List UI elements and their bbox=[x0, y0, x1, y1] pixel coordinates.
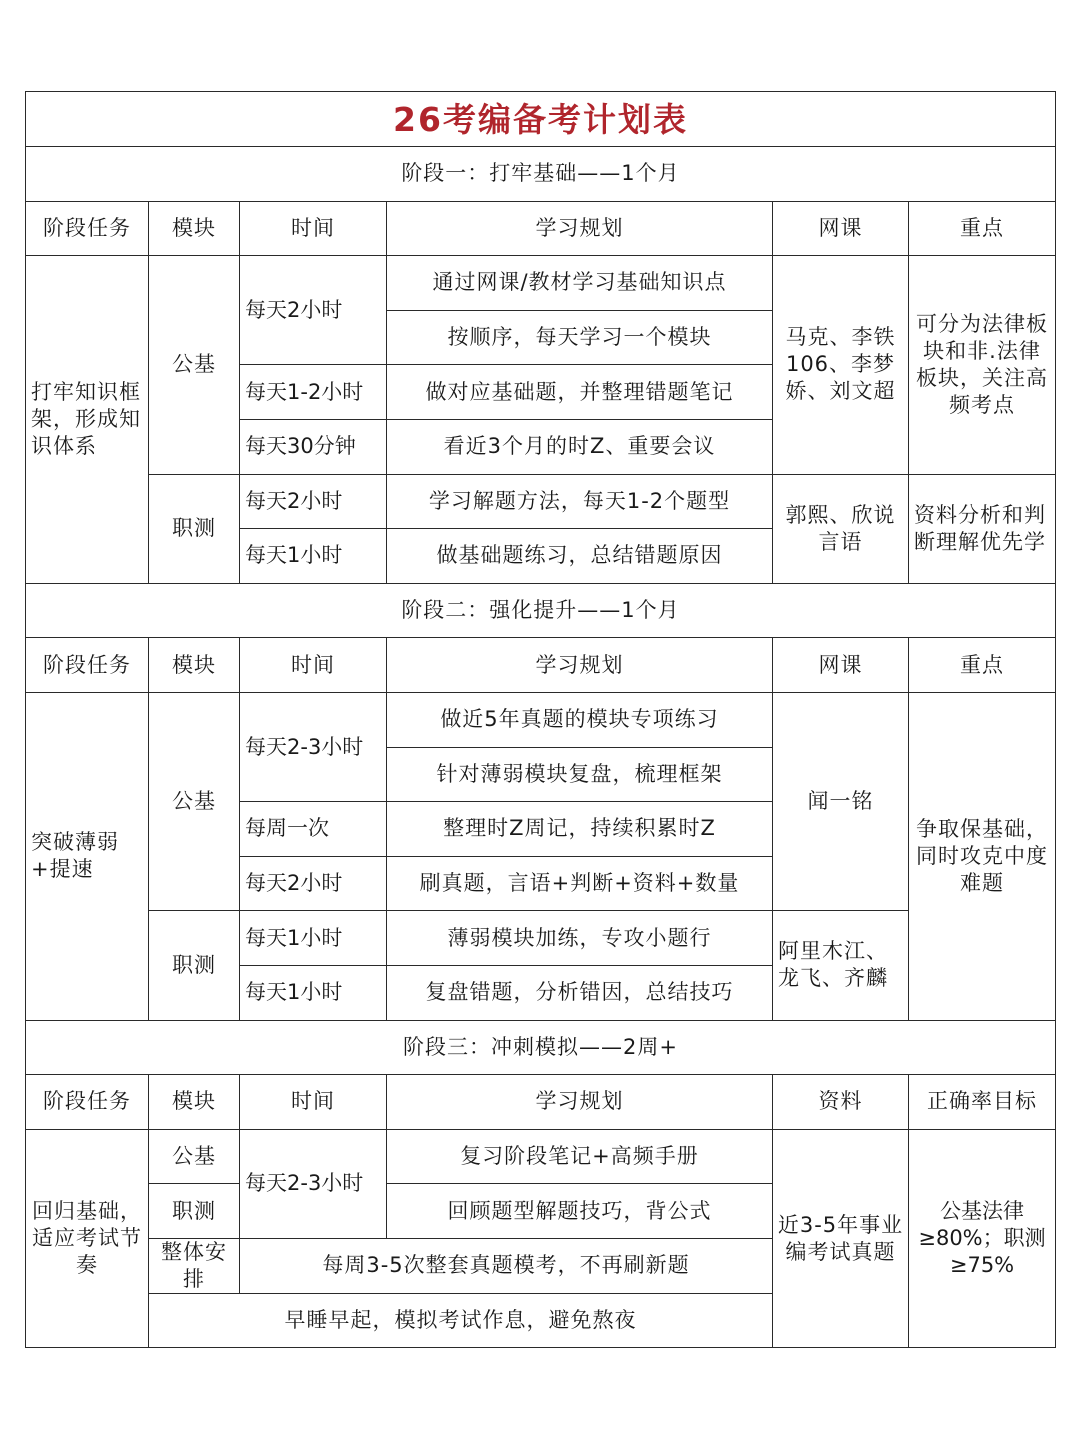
column-header-time: 时间 bbox=[240, 1075, 387, 1130]
column-header-module: 模块 bbox=[149, 638, 240, 693]
time-cell: 每天2小时 bbox=[240, 474, 387, 529]
stage1-gongji-course: 马克、李铁106、李梦娇、刘文超 bbox=[773, 256, 909, 474]
stage1-zhice-module: 职测 bbox=[149, 474, 240, 583]
stage3-overall-module: 整体安排 bbox=[149, 1238, 240, 1293]
time-cell: 每天30分钟 bbox=[240, 419, 387, 474]
stage3-header: 阶段三：冲刺模拟——2周+ bbox=[26, 1020, 1056, 1075]
stage1-column-headers bbox=[26, 201, 1056, 256]
column-header-focus: 重点 bbox=[909, 201, 1056, 256]
stage3-material: 近3-5年事业编考试真题 bbox=[773, 1129, 909, 1348]
table-row bbox=[26, 692, 1056, 747]
time-cell: 每天1小时 bbox=[240, 529, 387, 584]
stage2-task: 突破薄弱+提速 bbox=[26, 692, 149, 1020]
plan-cell: 针对薄弱模块复盘，梳理框架 bbox=[387, 747, 773, 802]
plan-cell: 整理时Z周记，持续积累时Z bbox=[387, 802, 773, 857]
stage1-header-row bbox=[26, 147, 1056, 202]
title-row bbox=[26, 92, 1056, 147]
stage1-gongji-focus: 可分为法律板块和非.法律板块，关注高频考点 bbox=[909, 256, 1056, 474]
time-cell: 每天2小时 bbox=[240, 256, 387, 365]
column-header-course: 网课 bbox=[773, 201, 909, 256]
time-cell: 每天1小时 bbox=[240, 965, 387, 1020]
plan-cell: 薄弱模块加练，专攻小题行 bbox=[387, 911, 773, 966]
column-header-plan: 学习规划 bbox=[387, 638, 773, 693]
study-plan-table bbox=[25, 91, 1056, 1348]
time-cell: 每天2-3小时 bbox=[240, 1129, 387, 1238]
plan-cell: 回顾题型解题技巧，背公式 bbox=[387, 1184, 773, 1239]
plan-cell: 学习解题方法，每天1-2个题型 bbox=[387, 474, 773, 529]
plan-cell: 通过网课/教材学习基础知识点 bbox=[387, 256, 773, 311]
plan-cell: 做基础题练习，总结错题原因 bbox=[387, 529, 773, 584]
plan-cell: 做对应基础题，并整理错题笔记 bbox=[387, 365, 773, 420]
column-header-module: 模块 bbox=[149, 201, 240, 256]
column-header-focus: 重点 bbox=[909, 638, 1056, 693]
column-header-task: 阶段任务 bbox=[26, 638, 149, 693]
stage3-gongji-module: 公基 bbox=[149, 1129, 240, 1184]
column-header-task: 阶段任务 bbox=[26, 1075, 149, 1130]
column-header-module: 模块 bbox=[149, 1075, 240, 1130]
column-header-task: 阶段任务 bbox=[26, 201, 149, 256]
table-row bbox=[26, 256, 1056, 311]
column-header-material: 资料 bbox=[773, 1075, 909, 1130]
stage1-zhice-course: 郭熙、欣说言语 bbox=[773, 474, 909, 583]
stage3-extra: 早睡早起，模拟考试作息，避免熬夜 bbox=[149, 1293, 773, 1348]
page-title: 26考编备考计划表 bbox=[26, 92, 1056, 147]
stage2-zhice-module: 职测 bbox=[149, 911, 240, 1020]
stage1-task: 打牢知识框架，形成知识体系 bbox=[26, 256, 149, 584]
time-cell: 每天1-2小时 bbox=[240, 365, 387, 420]
plan-cell: 看近3个月的时Z、重要会议 bbox=[387, 419, 773, 474]
time-cell: 每天2小时 bbox=[240, 856, 387, 911]
column-header-time: 时间 bbox=[240, 201, 387, 256]
stage3-header-row bbox=[26, 1020, 1056, 1075]
stage3-column-headers bbox=[26, 1075, 1056, 1130]
stage2-header-row bbox=[26, 583, 1056, 638]
plan-cell: 按顺序，每天学习一个模块 bbox=[387, 310, 773, 365]
plan-cell: 复盘错题，分析错因，总结技巧 bbox=[387, 965, 773, 1020]
plan-cell: 做近5年真题的模块专项练习 bbox=[387, 692, 773, 747]
time-cell: 每周一次 bbox=[240, 802, 387, 857]
column-header-time: 时间 bbox=[240, 638, 387, 693]
plan-cell: 复习阶段笔记+高频手册 bbox=[387, 1129, 773, 1184]
stage2-focus: 争取保基础，同时攻克中度难题 bbox=[909, 692, 1056, 1020]
stage1-header: 阶段一：打牢基础——1个月 bbox=[26, 147, 1056, 202]
stage2-header: 阶段二：强化提升——1个月 bbox=[26, 583, 1056, 638]
plan-cell: 刷真题，言语+判断+资料+数量 bbox=[387, 856, 773, 911]
stage2-gongji-module: 公基 bbox=[149, 692, 240, 910]
stage3-target: 公基法律≥80%；职测≥75% bbox=[909, 1129, 1056, 1348]
stage1-gongji-module: 公基 bbox=[149, 256, 240, 474]
stage3-task: 回归基础，适应考试节奏 bbox=[26, 1129, 149, 1348]
table-row bbox=[26, 1129, 1056, 1184]
table-row bbox=[26, 911, 1056, 966]
column-header-course: 网课 bbox=[773, 638, 909, 693]
stage2-zhice-course: 阿里木江、龙飞、齐麟 bbox=[773, 911, 909, 1020]
stage2-gongji-course: 闻一铭 bbox=[773, 692, 909, 910]
column-header-plan: 学习规划 bbox=[387, 201, 773, 256]
table-row bbox=[26, 474, 1056, 529]
time-cell: 每天1小时 bbox=[240, 911, 387, 966]
column-header-plan: 学习规划 bbox=[387, 1075, 773, 1130]
time-cell: 每天2-3小时 bbox=[240, 692, 387, 801]
stage3-zhice-module: 职测 bbox=[149, 1184, 240, 1239]
stage2-column-headers bbox=[26, 638, 1056, 693]
stage1-zhice-focus: 资料分析和判断理解优先学 bbox=[909, 474, 1056, 583]
column-header-target: 正确率目标 bbox=[909, 1075, 1056, 1130]
plan-cell: 每周3-5次整套真题模考，不再刷新题 bbox=[240, 1238, 773, 1293]
